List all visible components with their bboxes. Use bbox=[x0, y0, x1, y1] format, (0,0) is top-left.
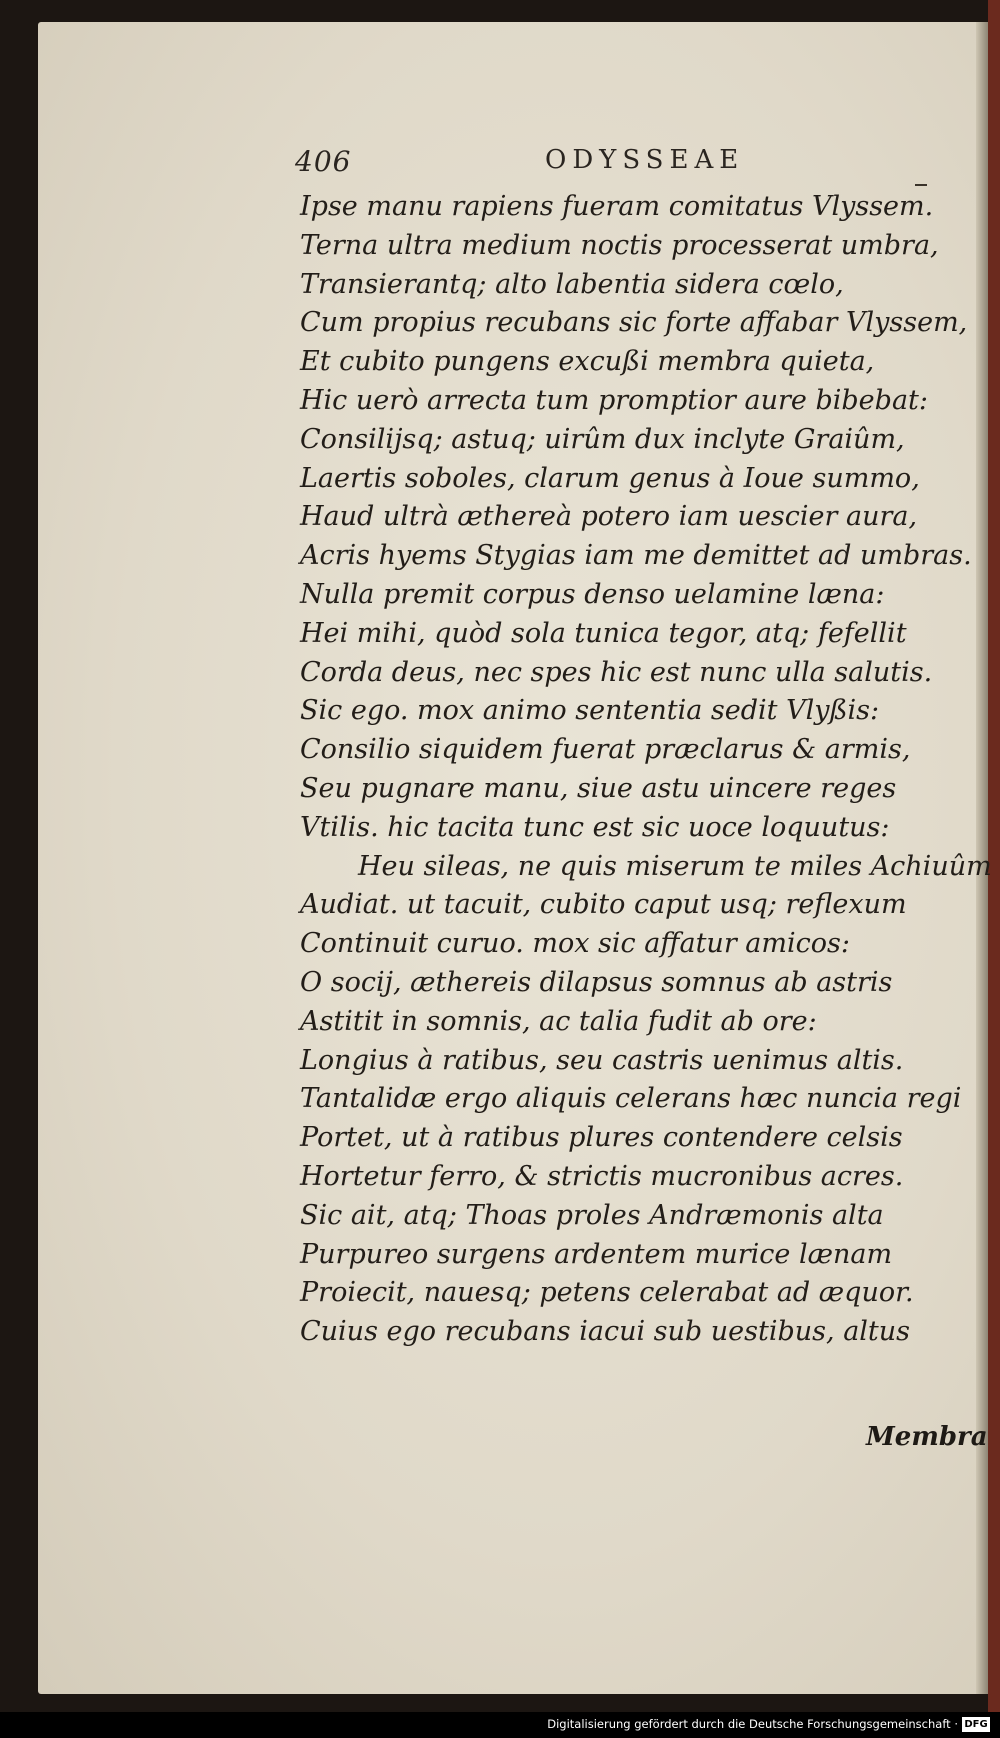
page-number: 406 bbox=[295, 145, 352, 178]
verse-line: Seu pugnare manu, siue astu uincere reges bbox=[300, 772, 897, 804]
verse-line: Consilio siquidem fuerat præclarus & armis, bbox=[300, 734, 911, 766]
verse-line: Laertis soboles, clarum genus à Ioue summo, bbox=[300, 462, 920, 494]
verse-line: Vtilis. hic tacita tunc est sic uoce loquutus: bbox=[300, 811, 890, 843]
running-title: ODYSSEAE bbox=[545, 145, 745, 175]
verse-line: Tantalidæ ergo aliquis celerans hæc nuncia regi bbox=[300, 1083, 962, 1115]
verse-line: Sic ego. mox animo sententia sedit Vlyßis: bbox=[300, 695, 880, 727]
margin-mark bbox=[915, 184, 927, 186]
verse-block bbox=[300, 188, 992, 1352]
verse-line: Audiat. ut tacuit, cubito caput usq; reflexum bbox=[300, 889, 907, 921]
verse-line: Hei mihi, quòd sola tunica tegor, atq; fefellit bbox=[300, 617, 907, 649]
verse-line: Hic uerò arrecta tum promptior aure bibebat: bbox=[300, 384, 928, 416]
verse-line: Portet, ut à ratibus plures contendere celsis bbox=[300, 1122, 903, 1154]
verse-line-indented: Heu sileas, ne quis miserum te miles Achiuûm bbox=[358, 850, 992, 882]
verse-line: Consilijsq; astuq; uirûm dux inclyte Graiûm, bbox=[300, 423, 905, 455]
verse-line: Cum propius recubans sic forte affabar Vlyssem, bbox=[300, 307, 968, 339]
verse-line: Ipse manu rapiens fueram comitatus Vlyssem. bbox=[300, 191, 934, 222]
verse-line: O socij, æthereis dilapsus somnus ab astris bbox=[300, 966, 893, 998]
verse-line: Hortetur ferro, & strictis mucronibus acres. bbox=[300, 1160, 904, 1192]
verse-line: Cuius ego recubans iacui sub uestibus, altus bbox=[300, 1316, 911, 1348]
verse-line: Continuit curuo. mox sic affatur amicos: bbox=[300, 928, 850, 960]
verse-line: Transierantq; alto labentia sidera cœlo, bbox=[300, 268, 844, 300]
verse-line: Astitit in somnis, ac talia fudit ab ore: bbox=[300, 1005, 817, 1037]
verse-line: Nulla premit corpus denso uelamine læna: bbox=[300, 578, 885, 610]
verse-line: Haud ultrà æthereà potero iam uescier aura, bbox=[300, 501, 918, 533]
digitization-footer bbox=[0, 1712, 1000, 1738]
verse-line: Purpureo surgens ardentem murice lænam bbox=[300, 1238, 893, 1270]
dfg-logo: DFG bbox=[962, 1717, 990, 1732]
verse-line: Longius à ratibus, seu castris uenimus altis. bbox=[300, 1044, 904, 1076]
verse-line: Acris hyems Stygias iam me demittet ad umbras. bbox=[300, 540, 972, 572]
verse-line: Corda deus, nec spes hic est nunc ulla salutis. bbox=[300, 656, 933, 688]
verse-line: Proiecit, nauesq; petens celerabat ad æquor. bbox=[300, 1277, 914, 1309]
verse-line: Et cubito pungens excußi membra quieta, bbox=[300, 346, 875, 378]
verse-line: Sic ait, atq; Thoas proles Andræmonis alta bbox=[300, 1199, 884, 1231]
page-header bbox=[295, 145, 775, 185]
verse-line: Terna ultra medium noctis processerat umbra, bbox=[300, 229, 939, 261]
footer-credit: Digitalisierung gefördert durch die Deutsche Forschungsgemeinschaft · bbox=[547, 1717, 958, 1731]
catchword: Membra bbox=[866, 1422, 988, 1452]
